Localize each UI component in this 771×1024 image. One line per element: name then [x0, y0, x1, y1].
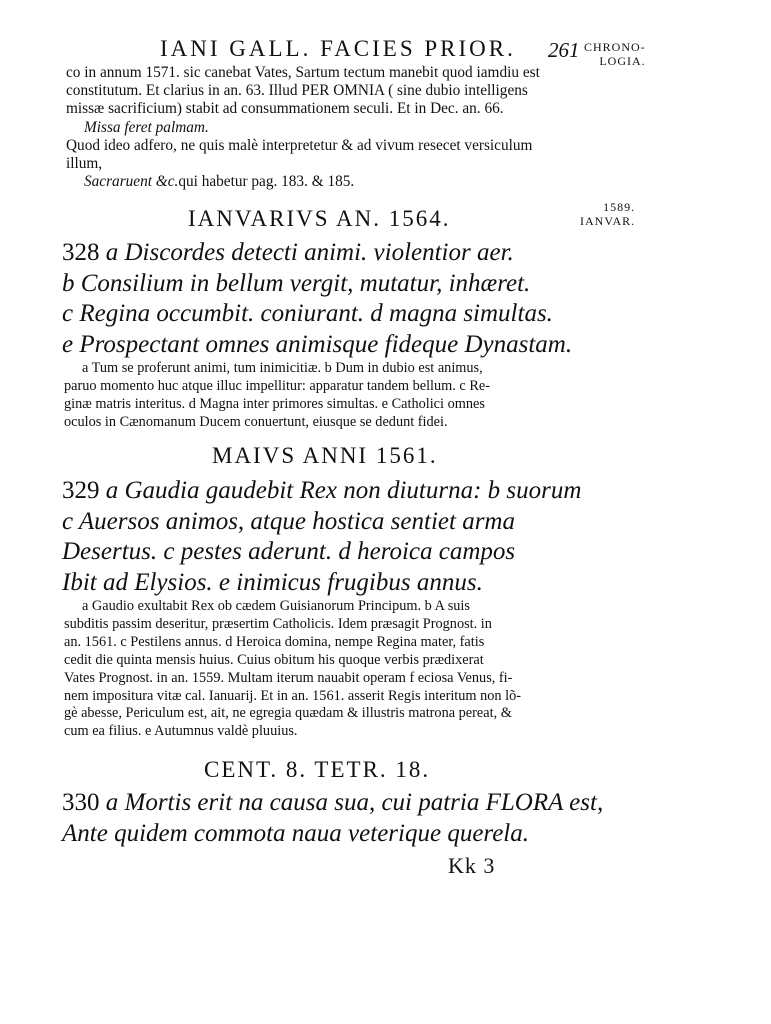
verse-330	[62, 788, 603, 849]
side-note-line: LOGIA.	[599, 54, 646, 68]
verse-line: e Prospectant omnes animisque fideque Dynastam.	[62, 330, 573, 358]
verse-line: c Auersos animos, atque hostica sentiet arma	[62, 507, 515, 535]
side-note-line: IANVAR.	[580, 214, 636, 228]
commentary-line: an. 1561. c Pestilens annus. d Heroica domina, nempe Regina mater, fatis	[64, 633, 485, 650]
commentary-line: ginæ matris interitus. d Magna inter primores simultas. e Catholici omnes	[64, 395, 485, 412]
verse-line: Ante quidem commota naua veterique querela.	[62, 819, 530, 847]
commentary-328	[64, 360, 584, 432]
verse-number: 330	[62, 789, 100, 816]
page-number: 261	[548, 38, 580, 62]
verse-line: Desertus. c pestes aderunt. d heroica campos	[62, 538, 516, 565]
verse-line: 328 a Discordes detecti animi. violentior aer.	[62, 239, 514, 266]
commentary-line: paruo momento huc atque illuc impellitur: apparatur tandem bellum. c Re-	[64, 377, 490, 394]
section-heading-maius: MAIVS ANNI 1561.	[212, 443, 438, 468]
text-line: constitutum. Et clarius in an. 63. Illud PER OMNIA ( sine dubio intelligens	[66, 82, 528, 100]
quoted-verse-ref	[66, 173, 596, 191]
quoted-verse: Sacraruent &c.	[84, 173, 179, 191]
verse-line: b Consilium in bellum vergit, mutatur, inhæret.	[62, 269, 531, 297]
signature-mark: Kk 3	[448, 853, 496, 878]
commentary-line: oculos in Cænomanum Ducem conuertunt, eiusque se dedunt fidei.	[64, 413, 448, 430]
verse-328	[62, 238, 572, 360]
page-reference: qui habetur pag. 183. & 185.	[178, 173, 355, 191]
verse-number: 328	[62, 239, 100, 266]
text-line: illum,	[66, 155, 103, 173]
text-line: co in annum 1571. sic canebat Vates, Sartum tectum manebit quod iamdiu est	[66, 64, 540, 81]
side-note-line: CHRONO-	[584, 40, 646, 54]
verse-number: 329	[62, 477, 100, 504]
section-heading-centuria: CENT. 8. TETR. 18.	[204, 757, 431, 782]
commentary-line: a Tum se proferunt animi, tum inimicitiæ. b Dum in dubio est animus,	[82, 360, 483, 376]
text-line: Quod ideo adfero, ne quis malè interpretetur & ad vivum resecet versiculum	[66, 136, 533, 154]
quoted-verse: Missa feret palmam.	[84, 118, 209, 136]
running-head: IANI GALL. FACIES PRIOR.	[160, 36, 516, 61]
side-note-year	[580, 200, 635, 228]
section-heading-ianuarius: IANVARIVS AN. 1564.	[188, 206, 451, 231]
commentary-line: nem impositura vitæ cal. Ianuarij. Et in an. 1561. asserit Regis interitum non lõ-	[64, 687, 522, 704]
verse-line: Ibit ad Elysios. e inimicus frugibus annus.	[62, 568, 483, 596]
commentary-line: a Gaudio exultabit Rex ob cædem Guisianorum Principum. b A suis	[82, 598, 470, 614]
verse-line: c Regina occumbit. coniurant. d magna simultas.	[62, 300, 553, 327]
intro-paragraph	[66, 64, 596, 191]
verse-329	[62, 476, 581, 598]
commentary-line: cedit die quinta mensis huius. Cuius obitum his quoque verbis prædixerat	[64, 651, 484, 668]
commentary-line: subditis passim deseritur, præsertim Catholicis. Idem præsagit Prognost. in	[64, 615, 492, 632]
commentary-329	[64, 598, 584, 741]
commentary-line: cum ea filius. e Autumnus valdè pluuius.	[64, 723, 298, 740]
side-note-line: 1589.	[603, 200, 636, 214]
text-line: missæ sacrificium) stabit ad consummationem seculi. Et in Dec. an. 66.	[66, 100, 504, 118]
verse-line: 329 a Gaudia gaudebit Rex non diuturna: b suorum	[62, 477, 582, 504]
commentary-line: Vates Prognost. in an. 1559. Multam iterum nauabit operam f eciosa Venus, fi-	[64, 669, 513, 686]
verse-line: 330 a Mortis erit na causa sua, cui patria FLORA est,	[62, 789, 604, 816]
commentary-line: gè abesse, Periculum est, ait, ne egregia quædam & illustris matrona pereat, &	[64, 705, 512, 722]
